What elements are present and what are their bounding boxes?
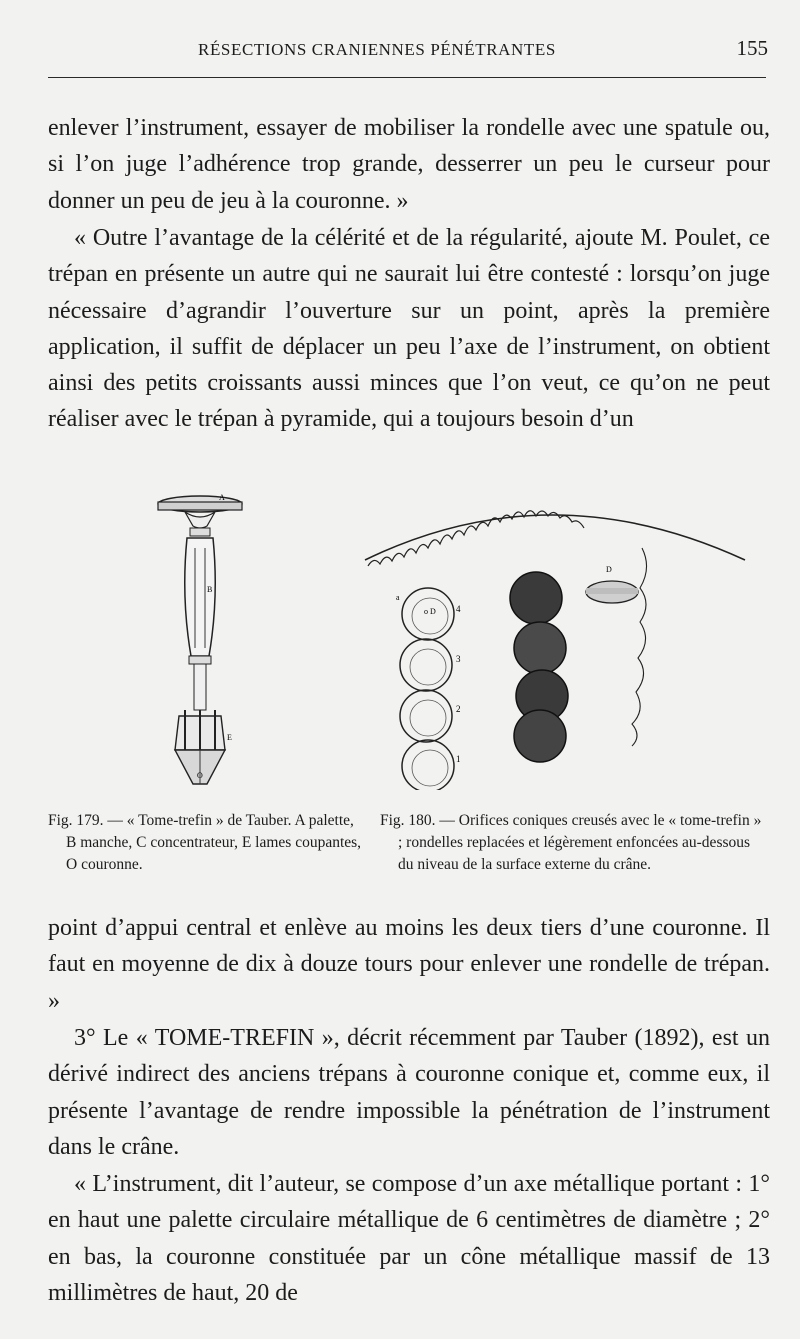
fig179-caption <box>48 810 366 876</box>
fig180-skull-orifices-drawing <box>360 490 750 790</box>
fig180-label-d-disc: D <box>606 565 612 574</box>
fig179-instrument-drawing <box>145 488 255 808</box>
fig179-label-a: A <box>219 493 225 502</box>
paragraph-tome-trefin: 3° Le « TOME-TREFIN », décrit récemment par Tauber (1892), est un dérivé indirect des anciens trépans à couronne conique et, comme eux, il présente l’avantage de rendre impossible la pénétration de l’instrument dans le crâne. <box>48 1025 770 1160</box>
fig179-label-b: B <box>207 585 213 594</box>
paragraph-poulet-quote: « Outre l’avantage de la célérité et de la régularité, ajoute M. Poulet, ce trépan en présente un autre qui ne saurait lui être contesté : lorsqu’on juge nécessaire d’agrandir l’ouverture sur un point, après la première application, il suffit de déplacer un peu l’axe de l’instrument, on obtient ainsi des petits croissants aussi minces que l’on veut, ce qu’on ne peut réaliser avec le trépan à pyramide, qui a toujours besoin d’un <box>48 225 770 433</box>
fig180-caption <box>380 810 762 876</box>
paragraph-continued: enlever l’instrument, essayer de mobiliser la rondelle avec une spatule ou, si l’on juge l’adhérence trop grande, desserrer un peu le curseur pour donner un peu de jeu à la couronne. » <box>48 115 770 214</box>
paragraph-instrument-description: « L’instrument, dit l’auteur, se compose d’un axe métallique portant : 1° en haut une palette circulaire métallique de 6 centimètres de diamètre ; 2° en bas, la couronne constituée par un cône métallique massif de 13 millimètres de haut, 20 de <box>48 1171 770 1306</box>
fig180-label-o: o <box>424 607 428 616</box>
paragraph-point-appui: point d’appui central et enlève au moins les deux tiers d’une couronne. Il faut en moyenne de dix à douze tours pour enlever une rondelle de trépan. » <box>48 915 770 1014</box>
running-head <box>48 34 770 64</box>
fig180-caption-text: Fig. 180. — Orifices coniques creusés avec le « tome-trefin » ; rondelles replacées et légèrement enfoncées au-dessous du niveau de la surface externe du crâne. <box>380 812 762 873</box>
fig180-label-4: 4 <box>456 604 461 614</box>
fig179-label-e: E <box>227 733 232 742</box>
fig179-label-o: O <box>197 771 203 780</box>
header-rule <box>48 77 766 78</box>
running-title: RÉSECTIONS CRANIENNES PÉNÉTRANTES <box>198 40 556 59</box>
fig180-label-a: a <box>396 593 400 602</box>
fig180-label-1: 1 <box>456 754 461 764</box>
fig180-label-2: 2 <box>456 704 461 714</box>
fig180-label-3: 3 <box>456 654 461 664</box>
page-number: 155 <box>736 36 768 60</box>
fig179-caption-text: Fig. 179. — « Tome-trefin » de Tauber. A palette, B manche, C concentrateur, E lames coupantes, O couronne. <box>48 812 362 873</box>
fig180-label-d: D <box>430 607 436 616</box>
